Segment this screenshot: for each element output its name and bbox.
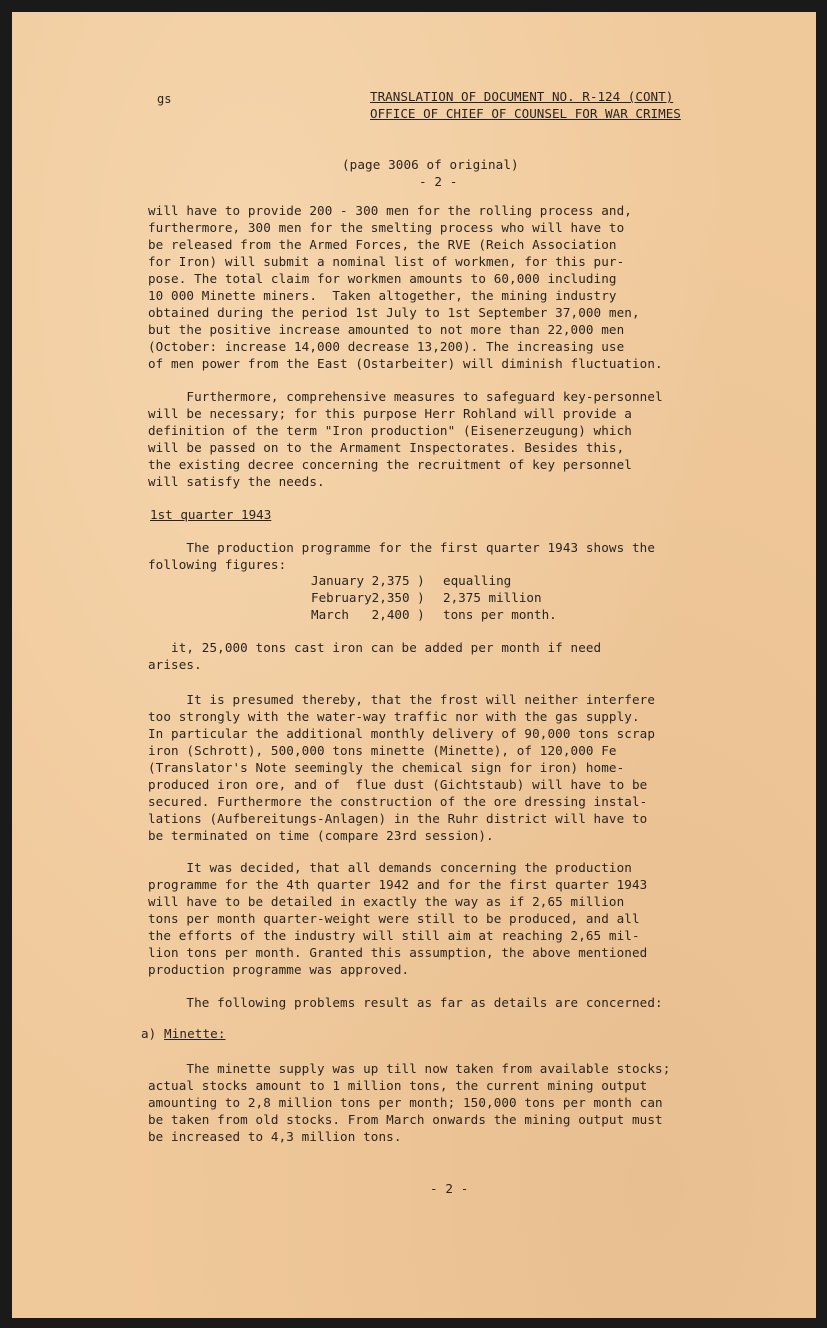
text-line: It is presumed thereby, that the frost will neither interfere — [148, 692, 656, 707]
paragraph-7: The following problems result as far as details are concerned: — [148, 995, 663, 1010]
text-line: definition of the term "Iron production" (Eisenerzeugung) which — [148, 423, 632, 438]
text-line: too strongly with the water-way traffic nor with the gas supply. — [148, 709, 640, 724]
text-line: secured. Furthermore the construction of the ore dressing instal- — [148, 794, 648, 809]
text-line: will have to provide 200 - 300 men for the rolling process and, — [148, 203, 632, 218]
text-line: (October: increase 14,000 decrease 13,200). The increasing use — [148, 339, 625, 354]
text-line: the efforts of the industry will still aim at reaching 2,65 mil- — [148, 928, 640, 943]
document-page — [12, 12, 816, 1318]
corner-mark: gs — [157, 92, 172, 106]
text-line: 10 000 Minette miners. Taken altogether, the mining industry — [148, 288, 617, 303]
text-line: production programme was approved. — [148, 962, 410, 977]
text-line: programme for the 4th quarter 1942 and for the first quarter 1943 — [148, 877, 648, 892]
page-number-top: - 2 - — [419, 174, 458, 189]
text-line: lations (Aufbereitungs-Anlagen) in the Ruhr district will have to — [148, 811, 648, 826]
header-office: OFFICE OF CHIEF OF COUNSEL FOR WAR CRIMES — [370, 106, 681, 121]
text-line: produced iron ore, and of flue dust (Gichtstaub) will have to be — [148, 777, 648, 792]
text-line: following figures: — [148, 557, 287, 572]
header-title: TRANSLATION OF DOCUMENT NO. R-124 (CONT) — [370, 89, 674, 104]
page-number-bottom: - 2 - — [430, 1181, 469, 1196]
text-line: be terminated on time (compare 23rd session). — [148, 828, 494, 843]
text-line: pose. The total claim for workmen amounts to 60,000 including — [148, 271, 617, 286]
text-line: be released from the Armed Forces, the RVE (Reich Association — [148, 237, 617, 252]
figure-month: March 2,400 ) — [311, 607, 425, 622]
text-line: arises. — [148, 657, 202, 672]
text-line: iron (Schrott), 500,000 tons minette (Minette), of 120,000 Fe — [148, 743, 617, 758]
text-line: amounting to 2,8 million tons per month; 150,000 tons per month can — [148, 1095, 663, 1110]
text-line: will satisfy the needs. — [148, 474, 325, 489]
text-line: will be necessary; for this purpose Herr Rohland will provide a — [148, 406, 632, 421]
text-line: the existing decree concerning the recruitment of key personnel — [148, 457, 632, 472]
figure-note: equalling — [443, 573, 512, 588]
section-heading: 1st quarter 1943 — [150, 507, 272, 522]
figure-month: February2,350 ) — [311, 590, 425, 605]
figure-note: tons per month. — [443, 607, 557, 622]
figure-row — [311, 572, 557, 589]
text-line: of men power from the East (Ostarbeiter) will diminish fluctuation. — [148, 356, 663, 371]
figure-month: January 2,375 ) — [311, 573, 425, 588]
text-line: It was decided, that all demands concerning the production — [148, 860, 632, 875]
text-line: actual stocks amount to 1 million tons, the current mining output — [148, 1078, 648, 1093]
text-line: be taken from old stocks. From March onwards the mining output must — [148, 1112, 663, 1127]
subheading — [141, 1025, 226, 1042]
text-line: lion tons per month. Granted this assumption, the above mentioned — [148, 945, 648, 960]
text-line: it, 25,000 tons cast iron can be added per month if need — [148, 640, 602, 655]
text-line: furthermore, 300 men for the smelting process who will have to — [148, 220, 625, 235]
text-line: The minette supply was up till now taken from available stocks; — [148, 1061, 671, 1076]
text-line: obtained during the period 1st July to 1st September 37,000 men, — [148, 305, 640, 320]
text-line: but the positive increase amounted to not more than 22,000 men — [148, 322, 625, 337]
figure-note: 2,375 million — [443, 590, 542, 605]
text-line: for Iron) will submit a nominal list of workmen, for this pur- — [148, 254, 625, 269]
page-reference: (page 3006 of original) — [342, 157, 519, 172]
subheading-text: Minette: — [164, 1026, 226, 1041]
text-line: be increased to 4,3 million tons. — [148, 1129, 402, 1144]
figure-row — [311, 606, 557, 623]
text-line: Furthermore, comprehensive measures to safeguard key-personnel — [148, 389, 663, 404]
text-line: (Translator's Note seemingly the chemical sign for iron) home- — [148, 760, 625, 775]
production-figures — [311, 572, 557, 623]
text-line: will have to be detailed in exactly the way as if 2,65 million — [148, 894, 625, 909]
text-line: will be passed on to the Armament Inspectorates. Besides this, — [148, 440, 625, 455]
text-line: tons per month quarter-weight were still to be produced, and all — [148, 911, 640, 926]
text-line: In particular the additional monthly delivery of 90,000 tons scrap — [148, 726, 656, 741]
text-line: The production programme for the first quarter 1943 shows the — [148, 540, 656, 555]
figure-row — [311, 589, 557, 606]
subheading-label: a) — [141, 1026, 165, 1041]
